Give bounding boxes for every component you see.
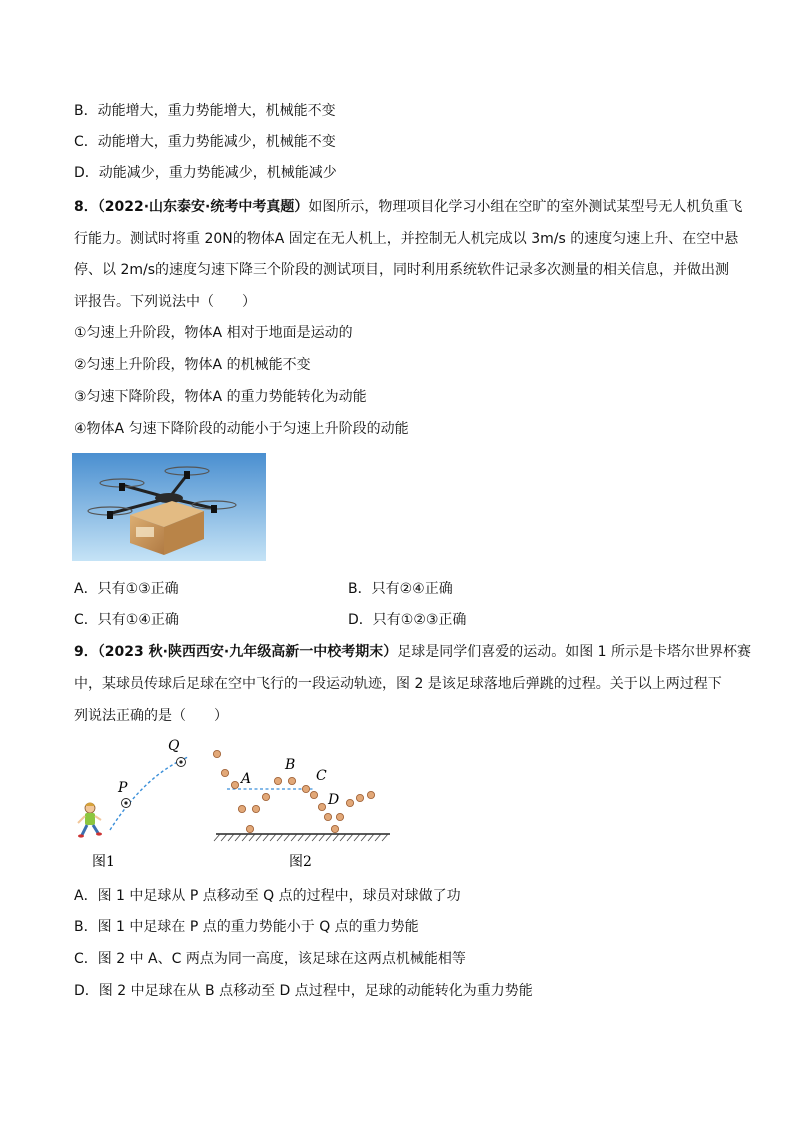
q9-number: 9．	[74, 644, 98, 660]
q8-number: 8．	[74, 199, 98, 215]
q9-option-c[interactable]: C．图 2 中 A、C 两点为同一高度，该足球在这两点机械能相等	[74, 951, 466, 967]
label-b: B	[285, 757, 296, 773]
caption-fig2: 图2	[289, 854, 312, 870]
q9-stem-line3: 列说法正确的是（ ）	[74, 708, 228, 724]
prev-option-b: B．动能增大，重力势能增大，机械能不变	[74, 103, 336, 119]
q8-stem-line2: 行能力。测试时将重 20N的物体A 固定在无人机上，并控制无人机完成以 3m/s 的速度匀速上升、在空中悬	[74, 231, 739, 247]
q9-option-d[interactable]: D．图 2 中足球在从 B 点移动至 D 点过程中，足球的动能转化为重力势能	[74, 983, 533, 999]
q9-line1	[74, 642, 751, 662]
label-p: P	[118, 780, 128, 796]
label-a: A	[241, 771, 252, 787]
prev-option-d: D．动能减少，重力势能减少，机械能减少	[74, 165, 337, 181]
ball-at-p	[122, 799, 131, 808]
q8-option-c[interactable]: C．只有①④正确	[74, 612, 179, 628]
q8-option-a[interactable]: A．只有①③正确	[74, 581, 179, 597]
q8-option-b[interactable]: B．只有②④正确	[348, 581, 453, 597]
drone-image	[72, 453, 266, 561]
q9-source: （2023 秋·陕西西安·九年级高新一中校考期末）	[97, 644, 398, 660]
prev-option-c: C．动能增大，重力势能减少，机械能不变	[74, 134, 336, 150]
q8-statement-1: ①匀速上升阶段，物体A 相对于地面是运动的	[74, 325, 353, 341]
caption-fig1: 图1	[92, 854, 115, 870]
q9-stem-line2: 中，某球员传球后足球在空中飞行的一段运动轨迹，图 2 是该足球落地后弹跳的过程。关于以上两过程下	[74, 676, 722, 692]
label-q: Q	[168, 738, 180, 754]
player-figure	[78, 803, 102, 838]
q9-figure	[70, 735, 400, 875]
q8-line1	[74, 197, 742, 217]
q8-statement-4: ④物体A 匀速下降阶段的动能小于匀速上升阶段的动能	[74, 421, 409, 437]
label-d: D	[328, 792, 340, 808]
q8-stem-line4: 评报告。下列说法中（ ）	[74, 294, 256, 310]
q8-stem-line1: 如图所示，物理项目化学习小组在空旷的室外测试某型号无人机负重飞	[308, 199, 743, 215]
q8-statement-2: ②匀速上升阶段，物体A 的机械能不变	[74, 357, 311, 373]
q8-statement-3: ③匀速下降阶段，物体A 的重力势能转化为动能	[74, 389, 367, 405]
q8-source: （2022·山东泰安·统考中考真题）	[97, 199, 309, 215]
label-c: C	[316, 768, 327, 784]
q9-stem-line1: 足球是同学们喜爱的运动。如图 1 所示是卡塔尔世界杯赛	[397, 644, 752, 660]
q9-option-b[interactable]: B．图 1 中足球在 P 点的重力势能小于 Q 点的重力势能	[74, 919, 419, 935]
ground-hatching	[214, 834, 388, 841]
ball-at-q	[177, 758, 186, 767]
q9-option-a[interactable]: A．图 1 中足球从 P 点移动至 Q 点的过程中，球员对球做了功	[74, 888, 461, 904]
q8-option-d[interactable]: D．只有①②③正确	[348, 612, 467, 628]
q8-stem-line3: 停、以 2m/s的速度匀速下降三个阶段的测试项目，同时利用系统软件记录多次测量的相关信息，并做出测	[74, 262, 730, 278]
